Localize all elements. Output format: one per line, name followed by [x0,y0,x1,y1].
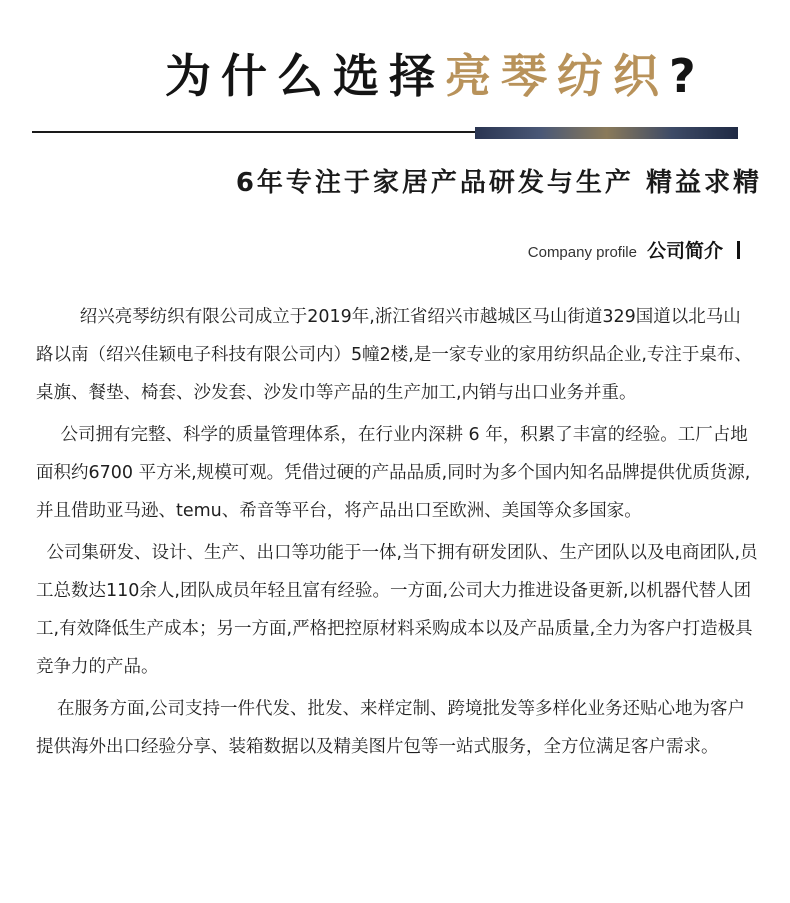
title-prefix: 为什么选择 [165,49,445,103]
section-label-bar [737,241,740,259]
title-suffix: ? [669,49,706,103]
intro-paragraph-1: 绍兴亮琴纺织有限公司成立于2019年,浙江省绍兴市越城区马山街道329国道以北马山路以南（绍兴佳颖电子科技有限公司内）5幢2楼,是一家专业的家用纺织品企业,专注于桌布、桌旗、餐垫、椅套、沙发套、沙发巾等产品的生产加工,内销与出口业务并重。 [36,307,752,403]
intro-paragraph-4: 在服务方面,公司支持一件代发、批发、来样定制、跨境批发等多样化业务还贴心地为客户提供海外出口经验分享、装箱数据以及精美图片包等一站式服务，全方位满足客户需求。 [36,699,746,757]
title-brand: 亮琴纺织 [445,49,669,103]
section-label [528,236,740,263]
section-label-cn: 公司简介 [646,240,723,262]
page-title [0,40,790,120]
intro-paragraph-3: 公司集研发、设计、生产、出口等功能于一体,当下拥有研发团队、生产团队以及电商团队,员工总数达110余人,团队成员年轻且富有经验。一方面,公司大力推进设备更新,以机器代替人团工,有效降低生产成本；另一方面,严格把控原材料采购成本以及产品质量,全力为客户打造极具竞争力的产品。 [36,543,758,677]
company-intro [36,298,758,770]
subtitle: 6年专注于家居产品研发与生产 精益求精 [235,168,762,198]
decorative-photo-strip [475,127,738,139]
section-label-en: Company profile [527,244,637,261]
intro-paragraph-2: 公司拥有完整、科学的质量管理体系，在行业内深耕 6 年，积累了丰富的经验。工厂占地面积约6700 平方米,规模可观。凭借过硬的产品品质,同时为多个国内知名品牌提供优质货源,并且借助亚马逊、temu、希音等平台，将产品出口至欧洲、美国等众多国家。 [36,425,751,521]
title-line [165,46,706,106]
title-divider [32,131,477,133]
